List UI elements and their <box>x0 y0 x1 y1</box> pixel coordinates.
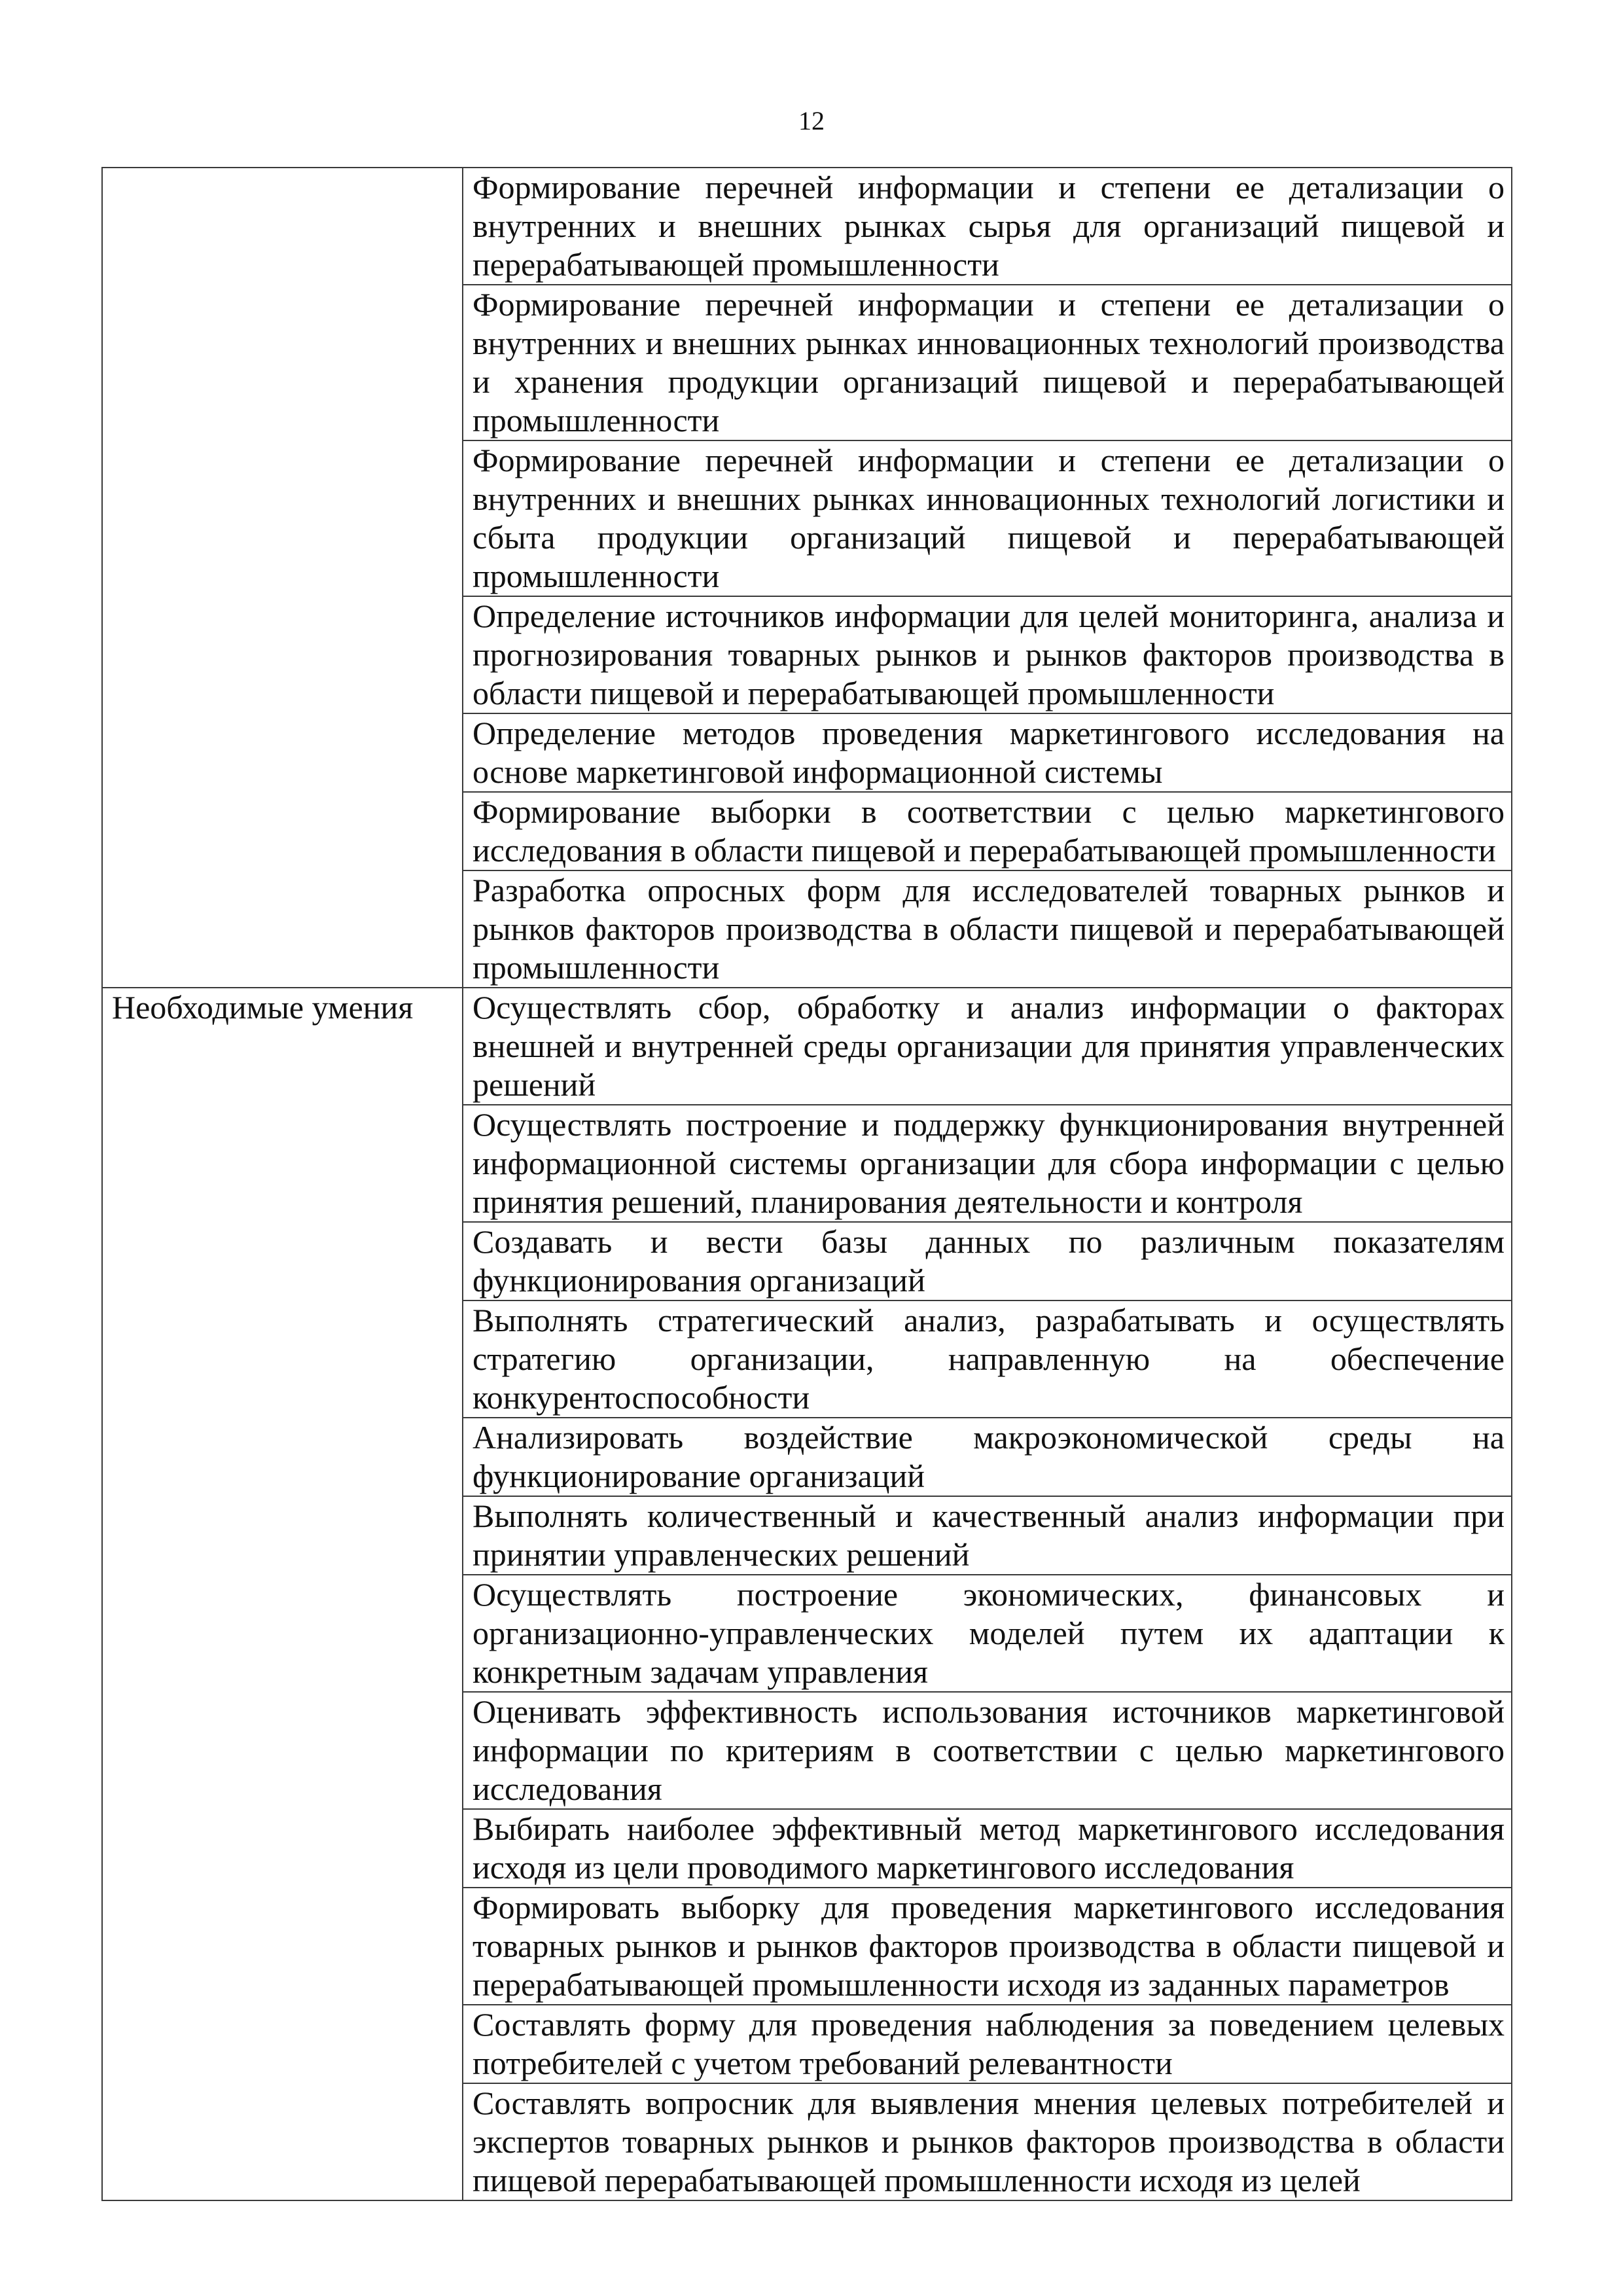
table-cell-item: Осуществлять построение экономических, финансовых и организационно-управленческих моделей путем их адаптации к конкретным задачам управления <box>463 1575 1512 1692</box>
table-cell-item: Формирование перечней информации и степени ее детализации о внутренних и внешних рынках сырья для организаций пищевой и перерабатывающей промышленности <box>463 168 1512 285</box>
table-cell-item: Выбирать наиболее эффективный метод маркетингового исследования исходя из цели проводимого маркетингового исследования <box>463 1809 1512 1888</box>
page-number: 12 <box>798 106 825 135</box>
table-cell-item: Определение методов проведения маркетингового исследования на основе маркетинговой информационной системы <box>463 713 1512 792</box>
table-cell-item: Составлять вопросник для выявления мнения целевых потребителей и экспертов товарных рынков и рынков факторов производства в области пищевой перерабатывающей промышленности исходя из целей <box>463 2083 1512 2200</box>
table-cell-item: Формировать выборку для проведения маркетингового исследования товарных рынков и рынков факторов производства в области пищевой и перерабатывающей промышленности исходя из заданных параметров <box>463 1888 1512 2005</box>
requirements-table <box>101 167 1512 2201</box>
table-cell-item: Формирование перечней информации и степени ее детализации о внутренних и внешних рынках инновационных технологий логистики и сбыта продукции организаций пищевой и перерабатывающей промышленности <box>463 440 1512 596</box>
table-row <box>102 168 1512 285</box>
table-cell-item: Определение источников информации для целей мониторинга, анализа и прогнозирования товарных рынков и рынков факторов производства в области пищевой и перерабатывающей промышленности <box>463 596 1512 713</box>
table-cell-item: Осуществлять построение и поддержку функционирования внутренней информационной системы организации для сбора информации с целью принятия решений, планирования деятельности и контроля <box>463 1105 1512 1222</box>
table-cell-item: Составлять форму для проведения наблюдения за поведением целевых потребителей с учетом требований релевантности <box>463 2005 1512 2083</box>
table-cell-item: Оценивать эффективность использования источников маркетинговой информации по критериям в соответствии с целью маркетингового исследования <box>463 1692 1512 1809</box>
table-cell-item: Выполнять стратегический анализ, разрабатывать и осуществлять стратегию организации, направленную на обеспечение конкурентоспособности <box>463 1300 1512 1418</box>
table-cell-item: Создавать и вести базы данных по различным показателям функционирования организаций <box>463 1222 1512 1300</box>
table-cell-item: Анализировать воздействие макроэкономической среды на функционирование организаций <box>463 1418 1512 1496</box>
table-row <box>102 988 1512 1105</box>
table-cell-item: Осуществлять сбор, обработку и анализ информации о факторах внешней и внутренней среды организации для принятия управленческих решений <box>463 988 1512 1105</box>
table-cell-item: Формирование перечней информации и степени ее детализации о внутренних и внешних рынках инновационных технологий производства и хранения продукции организаций пищевой и перерабатывающей промышленности <box>463 285 1512 440</box>
table-cell-item: Выполнять количественный и качественный анализ информации при принятии управленческих решений <box>463 1496 1512 1575</box>
table-cell-item: Формирование выборки в соответствии с целью маркетингового исследования в области пищевой и перерабатывающей промышленности <box>463 792 1512 870</box>
section-label-skills: Необходимые умения <box>102 988 463 2200</box>
table-cell-item: Разработка опросных форм для исследователей товарных рынков и рынков факторов производства в области пищевой и перерабатывающей промышленности <box>463 870 1512 988</box>
section-label-continued <box>102 168 463 988</box>
